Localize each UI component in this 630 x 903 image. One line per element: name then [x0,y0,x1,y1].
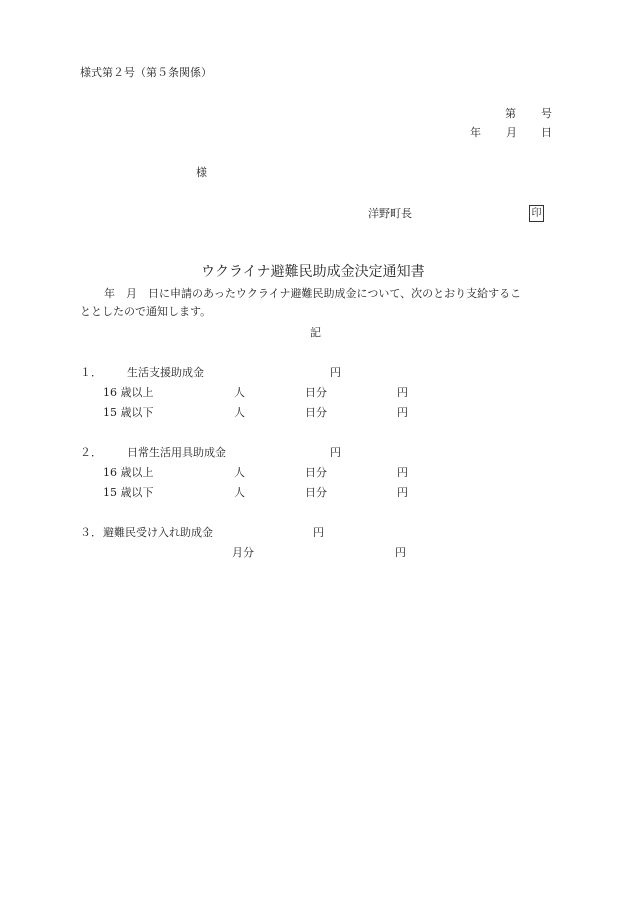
item-label: 生活支援助成金 [127,366,204,379]
item-label: 日常生活用具助成金 [127,446,226,459]
seal-mark: 印 [529,205,544,222]
row-days: 日分 [305,466,327,479]
row-person: 人 [234,386,245,399]
item-number: １． [80,366,102,379]
row-person: 人 [234,486,245,499]
item-number: ３． [80,526,102,539]
row-age: 15 歳以下 [103,406,154,419]
item-yen: 円 [330,446,341,459]
row-person: 人 [234,466,245,479]
addressee-sama: 様 [196,166,207,179]
issuer-name: 洋野町長 [368,207,412,220]
date-month: 月 [506,126,517,139]
row-months: 月分 [232,546,254,559]
item-yen: 円 [330,366,341,379]
row-days: 日分 [305,386,327,399]
row-person: 人 [234,406,245,419]
item-yen: 円 [313,526,324,539]
row-yen: 円 [397,486,408,499]
body-line-1: 年 月 日に申請のあったウクライナ避難民助成金について、次のとおり支給するこ [104,287,522,300]
doc-no-go: 号 [541,107,552,120]
document-title: ウクライナ避難民助成金決定通知書 [201,264,425,280]
row-days: 日分 [305,406,327,419]
doc-no-dai: 第 [505,107,516,120]
date-day: 日 [541,126,552,139]
row-days: 日分 [305,486,327,499]
row-yen: 円 [397,466,408,479]
row-age: 16 歳以上 [103,466,154,479]
row-yen: 円 [397,406,408,419]
ki-heading: 記 [310,326,321,339]
date-year: 年 [470,126,481,139]
item-number: ２． [80,446,102,459]
item-label: 避難民受け入れ助成金 [103,526,213,539]
row-age: 16 歳以上 [103,386,154,399]
row-age: 15 歳以下 [103,486,154,499]
form-number: 様式第２号（第５条関係） [80,66,212,79]
row-yen: 円 [397,386,408,399]
body-line-2: ととしたので通知します。 [80,305,212,318]
row-yen: 円 [395,546,406,559]
